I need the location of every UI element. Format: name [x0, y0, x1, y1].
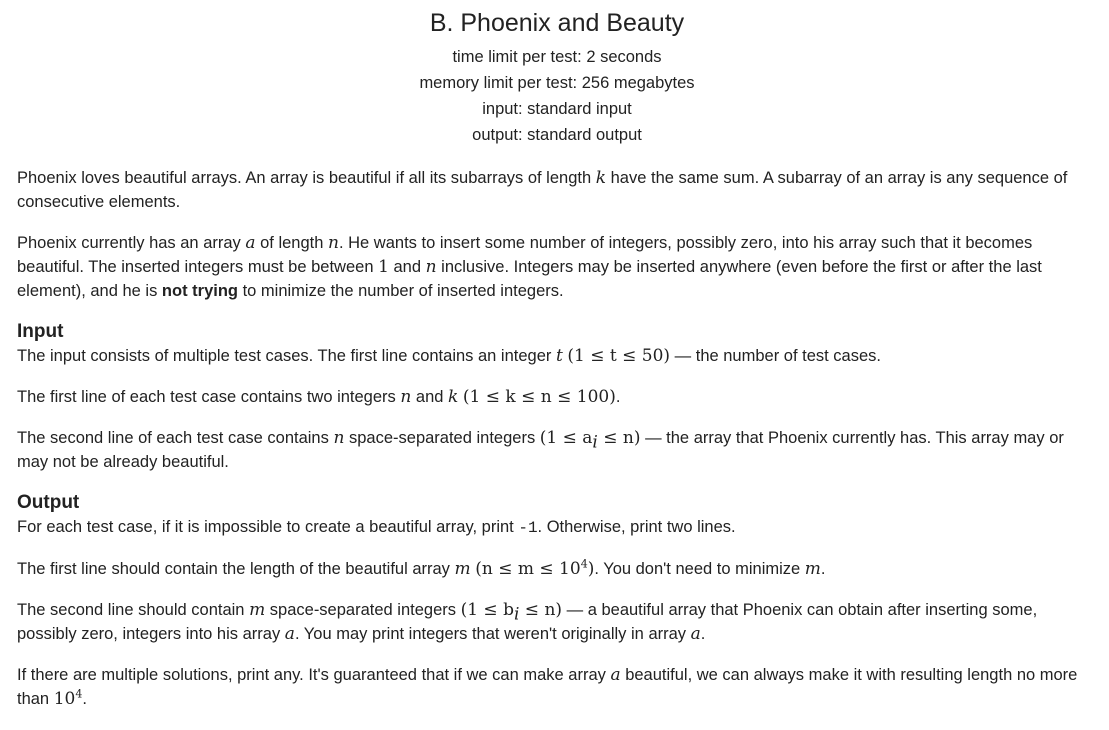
output-file: output: standard output	[472, 126, 642, 144]
output-line-4: If there are multiple solutions, print any. It's guaranteed that if we can make array a beautiful, we can always make it with resulting length no more than $10^4$.	[17, 665, 1078, 709]
input-specification	[17, 320, 1097, 474]
problem-limits	[17, 44, 1097, 148]
input-line-3: The second line of each test case contains n space-separated integers $(1 \le a_i \le n)$ — the array that Phoenix currently has. This array may or may not be already beautiful.	[17, 428, 1064, 471]
problem-title: B. Phoenix and Beauty	[429, 9, 685, 37]
output-specification	[17, 491, 1097, 711]
statement-paragraph-1: Phoenix loves beautiful arrays. An array is beautiful if all its subarrays of length k have the same sum. A subarray of an array is any sequence of consecutive elements.	[17, 168, 1068, 211]
output-line-2: The first line should contain the length of the beautiful array m $(n \le m \le 10^4)$. You don't need to minimize m.	[17, 557, 826, 579]
input-file: input: standard input	[482, 100, 632, 118]
input-heading: Input	[17, 321, 64, 342]
output-line-1: For each test case, if it is impossible to create a beautiful array, print -1. Otherwise, print two lines.	[17, 518, 736, 537]
input-line-2: The first line of each test case contains two integers n and k (1 ≤ k ≤ n ≤ 100).	[17, 387, 621, 407]
legend	[17, 166, 1097, 303]
memory-limit: memory limit per test: 256 megabytes	[419, 74, 695, 92]
time-limit: time limit per test: 2 seconds	[452, 48, 662, 66]
output-heading: Output	[17, 492, 80, 513]
output-line-3: The second line should contain m space-separated integers $(1 \le b_i \le n)$ — a beautiful array that Phoenix can obtain after inserting some, possibly zero, integers into his array a. You may print integers that weren't originally in array a.	[17, 600, 1038, 644]
code-minus-one: -1	[518, 519, 538, 537]
statement-paragraph-2: Phoenix currently has an array a of length n. He wants to insert some number of integers, possibly zero, into his array such that it becomes beautiful. The inserted integers must be between 1 and n inclusive. Integers may be inserted anywhere (even before the first or after the last element), and he is not trying to minimize the number of inserted integers.	[17, 233, 1042, 300]
emphasis-not-trying: not trying	[161, 282, 238, 300]
input-line-1: The input consists of multiple test cases. The first line contains an integer t (1 ≤ t ≤ 50) — the number of test cases.	[17, 346, 881, 366]
problem-header	[17, 0, 1097, 148]
